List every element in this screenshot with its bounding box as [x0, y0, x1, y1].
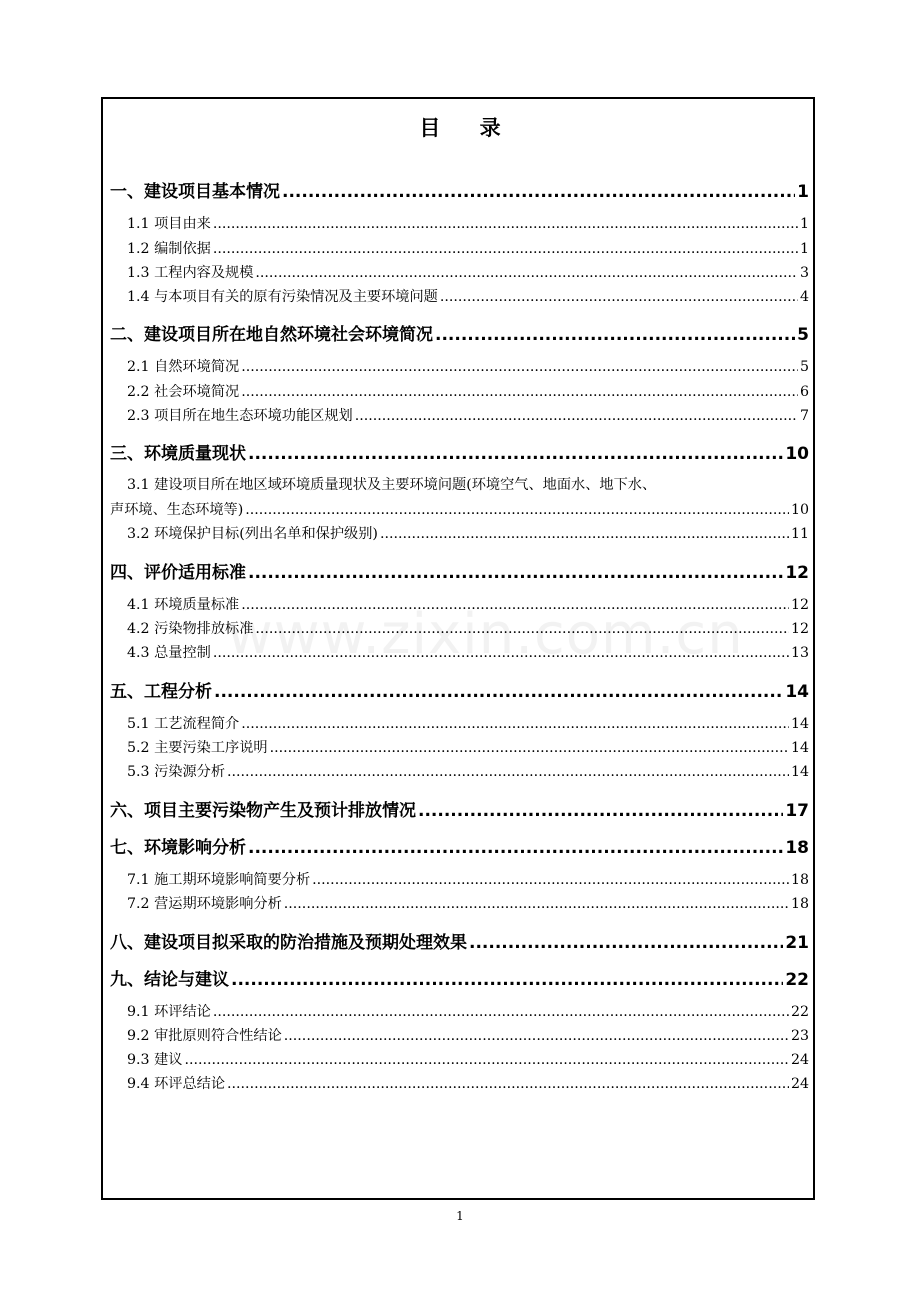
- toc-entry-label: 9.4 环评总结论: [127, 1076, 226, 1092]
- toc-entry-page: 12: [790, 597, 809, 613]
- toc-entry-page: 4: [799, 289, 809, 305]
- toc-entry-label: 7.1 施工期环境影响简要分析: [127, 872, 311, 888]
- toc-entry-3[interactable]: [110, 439, 809, 463]
- toc-entry-page: 24: [790, 1076, 809, 1092]
- toc-entry-label: 六、项目主要污染物产生及预计排放情况: [110, 801, 416, 821]
- toc-entry-page: 14: [785, 682, 809, 702]
- toc-entry-page: 14: [790, 764, 809, 780]
- toc-entry-label: 3.2 环境保护目标(列出名单和保护级别): [127, 526, 378, 542]
- toc-entry-2-1[interactable]: [127, 356, 809, 376]
- toc-entry-label: 9.2 审批原则符合性结论: [127, 1028, 282, 1044]
- toc-entry-page: 22: [790, 1004, 809, 1020]
- toc-entry-label: 4.1 环境质量标准: [127, 597, 240, 613]
- toc-entry-label: 七、环境影响分析: [110, 838, 246, 858]
- toc-entry-label: 2.2 社会环境简况: [127, 384, 240, 400]
- toc-entry-5-1[interactable]: [127, 713, 809, 733]
- toc-entry-page: 23: [790, 1028, 809, 1044]
- toc-entry-label: 5.3 污染源分析: [127, 764, 226, 780]
- toc-entry-label: 1.3 工程内容及规模: [127, 265, 254, 281]
- toc-entry-2-3[interactable]: [127, 405, 809, 425]
- toc-entry-label: 4.2 污染物排放标准: [127, 621, 254, 637]
- toc-entry-3-1-line1[interactable]: 3.1 建设项目所在地区域环境质量现状及主要环境问题(环境空气、地面水、地下水、: [127, 477, 657, 493]
- toc-title: 目 录: [419, 116, 517, 140]
- toc-entry-label: 5.2 主要污染工序说明: [127, 740, 268, 756]
- toc-entry-label: 9.3 建议: [127, 1052, 183, 1068]
- toc-entry-page: 12: [785, 563, 809, 583]
- toc-entry-1[interactable]: [110, 177, 809, 201]
- toc-entry-7-2[interactable]: [127, 893, 809, 913]
- toc-entry-page: 5: [799, 359, 809, 375]
- toc-entry-9-2[interactable]: [127, 1025, 809, 1045]
- toc-entry-page: 10: [790, 502, 809, 518]
- toc-entry-label: 四、评价适用标准: [110, 563, 246, 583]
- toc-entry-5-3[interactable]: [127, 761, 809, 781]
- toc-entry-9-3[interactable]: [127, 1049, 809, 1069]
- toc-entry-page: 7: [799, 408, 809, 424]
- toc-entry-page: 14: [790, 740, 809, 756]
- toc-entry-page: 1: [797, 182, 809, 202]
- toc-entry-page: 11: [790, 526, 809, 542]
- toc-entry-1-4[interactable]: [127, 286, 809, 306]
- toc-entry-page: 18: [790, 872, 809, 888]
- toc-entry-page: 21: [785, 933, 809, 953]
- toc-entry-8[interactable]: [110, 928, 809, 952]
- toc-entry-page: 13: [790, 645, 809, 661]
- toc-entry-2[interactable]: [110, 320, 809, 344]
- toc-entry-page: 18: [785, 838, 809, 858]
- toc-entry-1-3[interactable]: [127, 262, 809, 282]
- toc-entry-label: 9.1 环评结论: [127, 1004, 211, 1020]
- toc-entry-label: 九、结论与建议: [110, 970, 229, 990]
- toc-entry-label: 2.1 自然环境简况: [127, 359, 240, 375]
- toc-entry-label: 五、工程分析: [110, 682, 212, 702]
- toc-entry-page: 17: [785, 801, 809, 821]
- toc-entry-9[interactable]: [110, 965, 809, 989]
- toc-entry-label: 1.2 编制依据: [127, 241, 211, 257]
- toc-entry-label: 八、建设项目拟采取的防治措施及预期处理效果: [110, 933, 467, 953]
- toc-entry-3-2[interactable]: [127, 523, 809, 543]
- toc-entry-page: 1: [799, 241, 809, 257]
- watermark: www.zixin.com.cn: [227, 602, 744, 667]
- toc-entry-page: 6: [799, 384, 809, 400]
- toc-entry-page: 14: [790, 716, 809, 732]
- toc-entry-9-4[interactable]: [127, 1073, 809, 1093]
- toc-entry-1-2[interactable]: [127, 238, 809, 258]
- toc-entry-page: 24: [790, 1052, 809, 1068]
- toc-entry-page: 18: [790, 896, 809, 912]
- toc-entry-label: 声环境、生态环境等): [110, 502, 244, 518]
- toc-entry-4-2[interactable]: [127, 618, 809, 638]
- toc-entry-4-1[interactable]: [127, 594, 809, 614]
- toc-entry-label: 二、建设项目所在地自然环境社会环境简况: [110, 325, 433, 345]
- toc-entry-5[interactable]: [110, 677, 809, 701]
- toc-entry-page: 3: [799, 265, 809, 281]
- toc-entry-3-1[interactable]: [110, 499, 809, 519]
- toc-entry-4[interactable]: [110, 558, 809, 582]
- toc-entry-7-1[interactable]: [127, 869, 809, 889]
- toc-entry-page: 10: [785, 444, 809, 464]
- toc-entry-page: 22: [785, 970, 809, 990]
- toc-entry-page: 5: [797, 325, 809, 345]
- toc-entry-4-3[interactable]: [127, 642, 809, 662]
- toc-entry-1-1[interactable]: [127, 213, 809, 233]
- toc-entry-label: 7.2 营运期环境影响分析: [127, 896, 282, 912]
- page-number: 1: [456, 1209, 464, 1223]
- toc-entry-5-2[interactable]: [127, 737, 809, 757]
- toc-entry-label: 1.4 与本项目有关的原有污染情况及主要环境问题: [127, 289, 438, 305]
- toc-entry-9-1[interactable]: [127, 1001, 809, 1021]
- toc-entry-label: 1.1 项目由来: [127, 216, 211, 232]
- toc-entry-label: 三、环境质量现状: [110, 444, 246, 464]
- toc-entry-label: 4.3 总量控制: [127, 645, 211, 661]
- toc-entry-label: 一、建设项目基本情况: [110, 182, 280, 202]
- toc-entry-6[interactable]: [110, 796, 809, 820]
- toc-entry-7[interactable]: [110, 833, 809, 857]
- toc-entry-page: 1: [799, 216, 809, 232]
- toc-entry-label: 5.1 工艺流程简介: [127, 716, 240, 732]
- toc-entry-2-2[interactable]: [127, 381, 809, 401]
- toc-entry-page: 12: [790, 621, 809, 637]
- toc-entry-label: 2.3 项目所在地生态环境功能区规划: [127, 408, 353, 424]
